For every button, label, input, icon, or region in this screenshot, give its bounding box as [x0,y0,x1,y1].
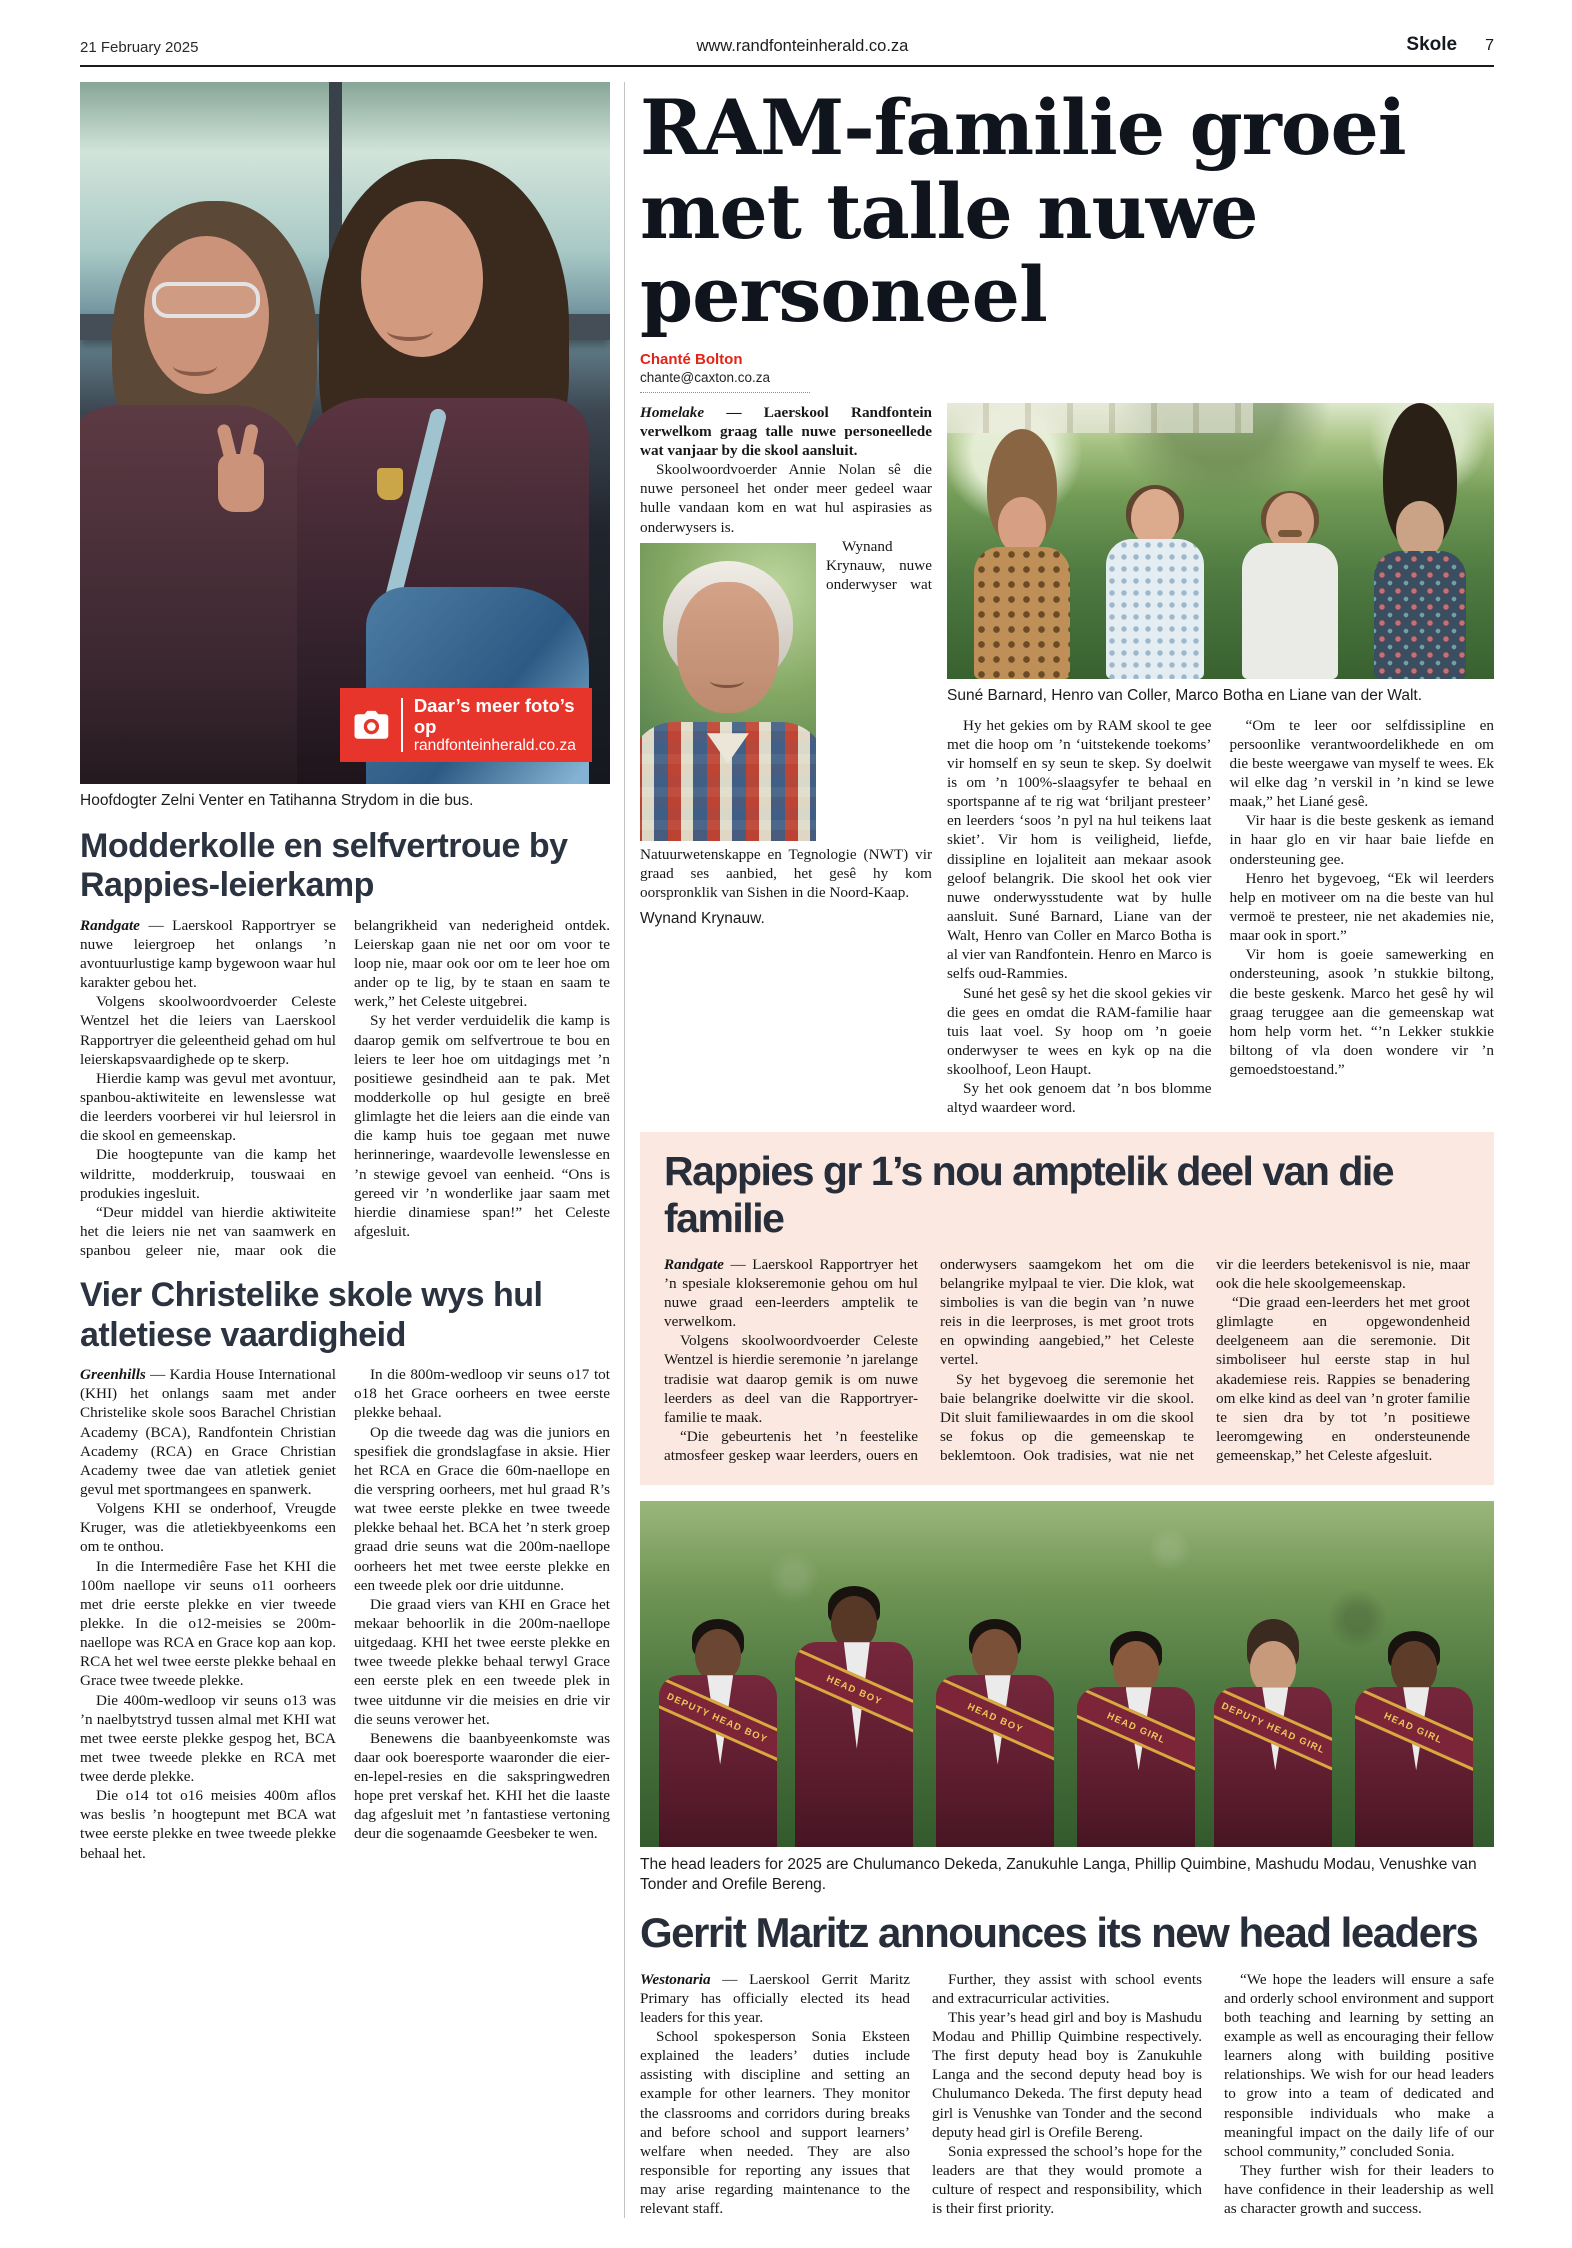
section-and-page [1406,34,1494,56]
girl-left-glasses [152,282,260,318]
dateline: Randgate [664,1255,724,1273]
dateline: Greenhills [80,1366,146,1384]
paragraph: Further, they assist with school events and extracurricular activities. [932,1970,1202,2007]
gerrit-headline: Gerrit Maritz announces its new head leaders [640,1908,1478,1956]
lead-paragraph [80,916,336,993]
lead-text: — Laerskool Gerrit Maritz Primary has officially elected its head leaders for this year. [640,1970,910,2026]
sash-label: DEPUTY HEAD BOY [665,1690,770,1745]
paragraph: Sy het verder verduidelik die kamp is daarop gemik om selfvertroue te bou en leiers te leer hoe om uitdagings met ’n positiewe gesindheid aan te pak. Met modderkolle op hul gesigte en breë glimlagte het die leiers aan die einde van die kamp huis toe gegaan met nuwe herinneringe, waardevolle lewenslesse en ’n stewige gevoel van eenheid. “Ons is gereed vir ’n wonderlike jaar saam met hierdie dinamiese span!” het Celeste afgesluit. [354,1012,610,1240]
ram-right-area [947,403,1494,1118]
camera-icon [353,708,390,742]
paragraph: Die graad viers van KHI en Grace het mekaar behoorlik in die 200m-naellope uitgedaag. KHI het twee eerste plekke en twee tweede plekke behaal terwyl Grace een eerste plek en een tweede plek in twee uitdunne vir die meisies en drie vir die seuns verower het. [354,1595,610,1728]
issue-date: 21 February 2025 [80,39,199,56]
rappies-body [664,1255,1470,1466]
paragraph: Op die tweede dag was die juniors en spesifiek die grondslagfase in aksie. Hier het RCA en Grace die 60m-naellope en die verspring oorheers, met hul graad R’s wat twee eerste plekke en twee tweede plekke behaal het. BCA het ’n sterk groep graad drie seuns wat die 200m-naellope oorheers het met twee eerste plekke en een tweede plek oor drie uitdunne. [354,1423,610,1594]
paragraph: This year’s head girl and boy is Mashudu Modau and Phillip Quimbine respectively. The first deputy head boy is Zanukuhle Langa and the second deputy head boy is Chulumanco Dekeda. The first deputy head girl is Venushke van Tonder and the second deputy head girl is Orefile Bereng. [932,2008,1202,2141]
paragraph: In die 800m-wedloop vir seuns o17 tot o18 het Grace oorheers en twee eerste plekke behaal. [354,1366,610,1422]
blazer [936,1675,1054,1847]
rappies-article [640,1132,1494,1486]
paragraph: “Deur middel van hierdie aktiwiteite het die leiers nie net van saamwerk en spanbou geleer nie, maar ook die belangrikheid van nederigheid ontdek. Leierskap gaan nie net oor om voor te loop nie, maar ook oor om te leer hoe om ander op te lig, by te staan en saam te werk,” het Celeste uitgebrei. [80,916,610,1260]
left-column [80,82,625,2218]
face [677,582,779,713]
ram-body [947,716,1494,1118]
badge-line1: Daar’s meer foto’s op [413,694,575,738]
student-head-boy2 [930,1619,1060,1847]
student-deputy-head-boy [653,1619,783,1847]
blazer [659,1675,777,1847]
badge-line2: randfonteinherald.co.za [413,737,576,755]
sash-label: HEAD BOY [965,1700,1025,1735]
wynand-portrait-photo [640,543,816,841]
person-liane [1374,403,1466,679]
more-photos-badge [340,688,592,762]
paragraph: Die hoogtepunte van die kamp het wildritte, modderkruip, touswaai en produkies ingesluit. [80,1146,336,1202]
sash-label: DEPUTY HEAD GIRL [1219,1699,1327,1756]
bus-photo [80,82,610,784]
person-henro [1106,485,1204,679]
byline-block [640,351,810,393]
website-url: www.randfonteinherald.co.za [696,37,909,55]
ram-first-column [640,403,932,1118]
rappies-headline: Rappies gr 1’s nou amptelik deel van die familie [664,1147,1394,1242]
atletiek-headline: Vier Christelike skole wys hul atletiese vaardigheid [80,1276,543,1354]
wynand-photo-caption: Wynand Krynauw. [640,910,765,928]
paragraph: Vir hom is goeie samewerking en ondersteuning, asook ’n stukkie biltong, die beste geskenk. Marco het gesê hy wil graag teruggee aan die gemeenskap wat hom help vorm het. “’n Lekker stukkie biltong of vla doen wondere vir ’n gemoedstoestand.” [1229,946,1494,1079]
paragraph: Volgens KHI se onderhoof, Vreugde Kruger, was die atletiekbyeenkoms een om te onthou. [80,1500,336,1556]
lead-paragraph [640,403,932,460]
gerrit-body [640,1970,1494,2219]
paragraph: Vir haar is die beste geskenk as iemand in haar glo en vir haar baie liefde en ondersteuning gee. [1229,812,1494,868]
paragraph: Wynand Krynauw, nuwe onderwyser wat Natuurwetenskappe en Tegnologie (NWT) vir graad ses aanbied, het gesê hy kom oorspronklik van Sishen in die Noord-Kaap. [640,537,932,902]
lead-paragraph [80,1365,336,1499]
person-sune [974,429,1070,679]
student-deputy-head-girl [1208,1619,1338,1847]
paragraph: Volgens skoolwoordvoerder Celeste Wentzel het die leiers van Laerskool Rapportryer die geleentheid gehad om hul leierskapsvaardighede op te skerp. [80,993,336,1068]
paragraph: They further wish for their leaders to have confidence in their leadership as well as character growth and success. [1224,2161,1494,2218]
paragraph: “Die gebeurtenis het ’n feestelike atmosfeer geskep waar leerders, ouers en onderwysers saamgekom het om die belangrike mylpaal te vier. Die klok, wat simbolies is van die begin van ’n nuwe reis in die leerproses, is met groot trots en opwinding aangebied,” het Celeste vertel. [664,1255,1194,1465]
paragraph: Die o14 tot o16 meisies 400m aflos was beslis ’n hoogtepunt met BCA wat twee eerste plekke en twee tweede plekke behaal het. [80,1787,336,1862]
paragraph: “We hope the leaders will ensure a safe and orderly school environment and support both teaching and learning by setting an example as well as encouraging their fellow learners along with building positive relationships. We wish for our head leaders to grow into a team of dedicated and responsible individuals who make a meaningful impact on the daily life of our school community,” concluded Sonia. [1224,1970,1494,2160]
blazer [1355,1687,1473,1847]
sash-label: HEAD GIRL [1382,1709,1445,1746]
lead-text: — Laerskool Rapportryer se nuwe leiergroep het onlangs ’n avontuurlustige kamp bygewoon waar hul karakter gebou het. [80,916,336,992]
student-head-girl [1071,1631,1201,1847]
lead-paragraph [664,1255,918,1332]
paragraph: Skoolwoordvoerder Annie Nolan sê die nuwe personeel het onder meer gedeel waar hulle vandaan kom en wat hul aspirasies as onderwysers is. [640,461,932,536]
paragraph: “Om te leer oor selfdissipline en persoonlike verantwoordelikhede en om die beste weergawe van myself te wees. Ek wil elke dag ’n verskil in ’n kind se lewe maak,” het Liané gesê. [1229,716,1494,811]
new-staff-group-photo [947,403,1494,679]
byline-author: Chanté Bolton [640,350,743,368]
page-body [80,82,1494,2218]
head-leaders-photo [640,1501,1494,1847]
torso [1242,543,1338,679]
lead-text: — Laerskool Randfontein verwelkom graag talle nuwe personeellede wat vanjaar by die skool aansluit. [640,403,932,460]
girl-right-smile [387,321,433,341]
torso [974,547,1070,679]
student-head-girl2 [1349,1631,1479,1847]
paragraph: Henro het bygevoeg, “Ek wil leerders help en motiveer om na die beste van hul vermoë te presteer, nie net akademies nie, maar ook in sport.” [1229,869,1494,945]
torso [1106,539,1204,679]
paragraph: “Die graad een-leerders het met groot glimlagte en opgewondenheid deelgeneem aan die seremonie. Dit simboliseer hul eerste stap in hul akademiese reis. Rappies se benadering om elke kind as deel van ’n groter familie te sien dra by tot ’n positiewe leeromgewing en ondersteunende gemeenskap,” het Celeste afgesluit. [1216,1293,1470,1465]
lead-text: — Laerskool Rapportryer het ’n spesiale klokseremonie gehou om hul nuwe graad een-leerders amptelik te verwelkom. [664,1255,918,1331]
modderkolle-headline: Modderkolle en selfvertroue by Rappies-leierkamp [80,826,568,905]
paragraph: Die 400m-wedloop vir seuns o13 was ’n naelbytstryd tussen almal met KHI wat met twee eerste plekke gespog het, BCA met twee tweede plekke en RCA met twee derde plekke. [80,1691,336,1786]
girl-left-smile [173,356,217,376]
torso [1374,551,1466,679]
group-photo-caption: Suné Barnard, Henro van Coller, Marco Botha en Liane van der Walt. [947,686,1423,704]
blazer-crest [377,468,403,500]
badge-divider [401,698,403,752]
peace-sign-hand [218,454,264,512]
badge-text [414,695,579,755]
byline-email: chante@caxton.co.za [640,369,771,385]
blazer [795,1642,913,1847]
person-marco [1242,491,1338,679]
page-number: 7 [1485,37,1494,54]
paragraph: Benewens die baanbyeenkomste was daar ook boeresporte waaronder die eier-en-lepel-resies en die sakspringwedren hope pret verskaf het. KHI het die laaste dag afgesluit met ’n fantastiese vertoning deur die sogenaamde Geesbeker te wen. [354,1729,610,1843]
girl-left-body [80,405,303,784]
blazer [1077,1687,1195,1847]
paragraph: Sonia expressed the school’s hope for the leaders are that they would promote a culture of respect and responsibility, which is their first priority. [932,2142,1202,2218]
section-label: Skole [1406,34,1458,55]
bus-photo-caption: Hoofdogter Zelni Venter en Tatihanna Strydom in die bus. [80,792,474,809]
dateline: Homelake [640,403,705,421]
paragraph: School spokesperson Sonia Eksteen explained the leaders’ duties include assisting with discipline and setting an example for other learners. They monitor the classrooms and corridors during breaks and before school and support learners’ welfare when needed. They are also responsible for reporting any issues that may arise regarding maintenance to the relevant staff. [640,2028,910,2218]
lead-paragraph [640,1970,910,2027]
student-head-boy [789,1586,919,1847]
smile [710,674,744,688]
paragraph: In die Intermediêre Fase het KHI die 100m naellope vir seuns o11 oorheers met drie eerste plekke en vier tweede plekke. In die o12-meisies se 200m-naellope was RCA en Grace kop aan kop. RCA het wel twee eerste plekke behaal en Grace twee tweede plekke. [80,1557,336,1690]
paragraph: Hy het gekies om by RAM skool te gee met die hoop om ’n ‘uitstekende toekoms’ vir homself en sy seun te skep. Sy doelwit is om ’n 100%-slaagsyfer te behaal en sportspanne af te rig wat ‘briljant presteer’ en leerders ‘soos ’n pyl na hul teikens laat skiet’. Vir hom is veiligheid, liefde, dissipline en lojaliteit aan mekaar asook geloof belangrik. Die skool het ook vier nuwe onderwysstudente wat by hulle aansluit. Suné Barnard, Liane van der Walt, Henro van Coller en Marco Botha is al vier van Randfontein. Henro en Marco is selfs oud-Rammies. [947,716,1212,983]
page-header [80,34,1494,67]
atletiek-body [80,1365,610,1863]
sash-label: HEAD BOY [824,1672,884,1708]
lead-text: — Kardia House International (KHI) het onlangs saam met ander Christelike skole soos Barachel Christian Academy (BCA), Randfontein Christian Academy (RCA) en Grace Christian Academy twee dae van atletiek geniet gevul met sportmangees en spanwerk. [80,1366,336,1498]
paragraph: Sy het bygevoeg die seremonie het baie belangrike doelwitte vir die skool. Dit sluit familiewaardes in om die skool se fokus op die gemeenskap te beklemtoon. Ook tradisies, wat nie net vir die leerders betekenisvol is nie, maar ook die hele skoolgemeenskap. [940,1255,1470,1465]
right-column [640,82,1494,2218]
ram-headline: RAM-familie groei met talle nuwe personeel [640,83,1406,340]
blazer [1214,1687,1332,1847]
paragraph: Volgens skoolwoordvoerder Celeste Wentzel is hierdie seremonie ’n jarelange tradisie wat daarop gemik is om nuwe leerders as deel van die Rapportryer-familie te maak. [664,1332,918,1426]
paragraph: Suné het gesê sy het die skool gekies vir die gees en omdat die RAM-familie haar tuis laat voel. Sy hoop om ’n goeie onderwyser te wees en kyk op na die skoolhoof, Leon Haupt. [947,984,1212,1079]
dateline: Randgate [80,916,140,934]
leaders-photo-caption: The head leaders for 2025 are Chulumanco Dekeda, Zanukuhle Langa, Phillip Quimbine, Mashudu Modau, Venushke van Tonder and Orefile Bereng. [640,1856,1477,1894]
paragraph: Sy het ook genoem dat ’n bos blomme altyd waardeer word. [947,1080,1212,1117]
paragraph: Hierdie kamp was gevul met avontuur, spanbou-aktiwiteite en lewenslesse wat die leerders voorberei vir hul leiersrol in die skool en gemeenskap. [80,1069,336,1145]
sash-label: HEAD GIRL [1105,1709,1168,1746]
ram-article [640,403,1494,1118]
dateline: Westonaria [640,1970,711,1988]
modderkolle-body [80,916,610,1261]
